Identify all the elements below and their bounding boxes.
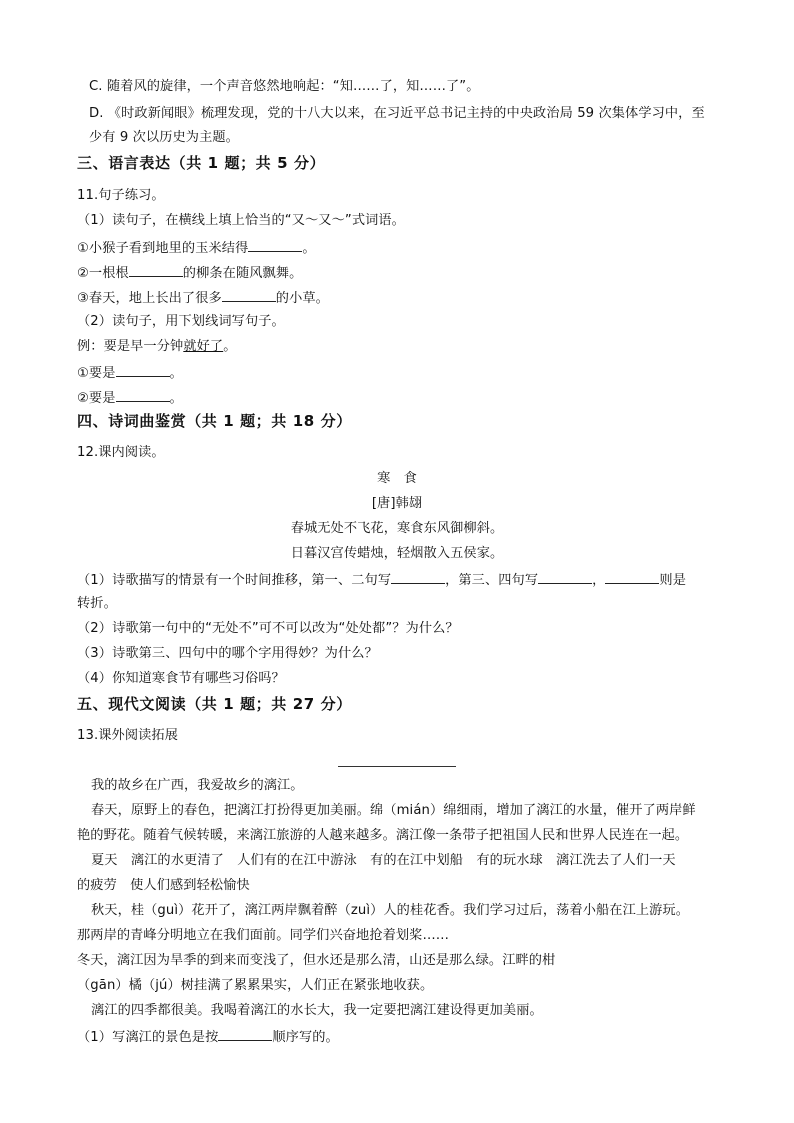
passage-paragraph-3-cont: 的疲劳 使人们感到轻松愉快 <box>77 878 250 893</box>
passage-paragraph-2: 春天，原野上的春色，把漓江打扮得更加美丽。绵（mián）绵细雨，增加了漓江的水量，催开了两岸鲜 <box>91 803 696 818</box>
option-c: C. 随着风的旋律，一个声音悠然地响起：“知……了，知……了”。 <box>89 79 480 94</box>
answer-blank[interactable] <box>248 237 302 252</box>
passage-paragraph-2-cont: 艳的野花。随着气候转暖，来漓江旅游的人越来越多。漓江像一条带子把祖国人民和世界人民连在一起。 <box>77 828 689 843</box>
section-3-heading: 三、语言表达（共 1 题；共 5 分） <box>77 154 326 172</box>
title-blank-line[interactable] <box>338 766 456 767</box>
question-12-part4: （4）你知道寒食节有哪些习俗吗？ <box>77 671 285 686</box>
question-12-part2: （2）诗歌第一句中的“无处不”可不可以改为“处处都”？为什么？ <box>77 621 459 636</box>
section-4-heading: 四、诗词曲鉴赏（共 1 题；共 18 分） <box>77 412 352 430</box>
passage-paragraph-4-cont: 那两岸的青峰分明地立在我们面前。同学们兴奋地抢着划桨…… <box>77 928 450 943</box>
prompt-text: ②要是 <box>77 391 116 406</box>
prompt-text: ②一根根 <box>77 266 129 281</box>
question-11-part1: （1）读句子，在横线上填上恰当的“又～又～”式词语。 <box>77 213 405 228</box>
question-11-1-c <box>77 287 329 309</box>
passage-paragraph-4: 秋天，桂（guì）花开了，漓江两岸飘着醉（zuì）人的桂花香。我们学习过后，荡着小船在江上游玩。 <box>91 903 690 918</box>
answer-blank[interactable] <box>129 262 183 277</box>
question-12-part1 <box>77 569 686 591</box>
prompt-text: （1）诗歌描写的情景有一个时间推移，第一、二句写 <box>77 573 392 588</box>
passage-paragraph-5: 冬天，漓江因为旱季的到来而变浅了，但水还是那么清，山还是那么绿。江畔的柑 <box>77 953 556 968</box>
prompt-text: 则是 <box>659 573 686 588</box>
poem-line-1: 春城无处不飞花，寒食东风御柳斜。 <box>290 521 504 536</box>
option-d-line1: D. 《时政新闻眼》梳理发现，党的十八大以来，在习近平总书记主持的中央政治局 59 次集体学习中，至 <box>89 106 705 121</box>
question-11-part2: （2）读句子，用下划线词写句子。 <box>77 314 285 329</box>
question-11-2-b <box>77 387 183 409</box>
question-13-title: 13.课外阅读拓展 <box>77 728 178 743</box>
underlined-phrase: 就好了 <box>183 339 224 354</box>
prompt-text: ①要是 <box>77 366 116 381</box>
prompt-text: 。 <box>169 391 183 406</box>
question-11-1-a <box>77 237 316 259</box>
question-12-part1-cont: 转折。 <box>77 596 117 611</box>
answer-blank[interactable] <box>116 362 170 377</box>
prompt-text: 的柳条在随风飘舞。 <box>182 266 303 281</box>
section-5-heading: 五、现代文阅读（共 1 题；共 27 分） <box>77 695 352 713</box>
question-13-part1 <box>77 1026 339 1048</box>
prompt-text: ，第三、四句写 <box>445 573 539 588</box>
answer-blank[interactable] <box>538 569 592 584</box>
poem-author: [唐]韩翃 <box>371 496 423 511</box>
question-11-2-example <box>77 337 236 357</box>
prompt-text: ③春天，地上长出了很多 <box>77 291 222 306</box>
passage-paragraph-6: 漓江的四季都很美。我喝着漓江的水长大，我一定要把漓江建设得更加美丽。 <box>91 1003 543 1018</box>
prompt-text: 的小草。 <box>275 291 329 306</box>
option-d-line2: 少有 9 次以历史为主题。 <box>89 130 239 145</box>
question-11-2-a <box>77 362 183 384</box>
prompt-text: ， <box>592 573 606 588</box>
answer-blank[interactable] <box>222 287 276 302</box>
answer-blank[interactable] <box>391 569 445 584</box>
prompt-text: 顺序写的。 <box>272 1030 339 1045</box>
question-11-1-b <box>77 262 302 284</box>
answer-blank[interactable] <box>605 569 659 584</box>
poem-line-2: 日暮汉宫传蜡烛，轻烟散入五侯家。 <box>290 546 504 561</box>
question-12-title: 12.课内阅读。 <box>77 445 165 460</box>
answer-blank[interactable] <box>116 387 170 402</box>
question-11-title: 11.句子练习。 <box>77 188 165 203</box>
prompt-text: ①小猴子看到地里的玉米结得 <box>77 241 249 256</box>
passage-paragraph-3: 夏天 漓江的水更清了 人们有的在江中游泳 有的在江中划船 有的玩水球 漓江洗去了人们一天 <box>91 853 676 868</box>
poem-title: 寒 食 <box>377 471 417 486</box>
example-text: 。 <box>223 339 237 354</box>
answer-blank[interactable] <box>218 1026 272 1041</box>
prompt-text: （1）写漓江的景色是按 <box>77 1030 219 1045</box>
passage-paragraph-1: 我的故乡在广西，我爱故乡的漓江。 <box>91 778 304 793</box>
question-12-part3: （3）诗歌第三、四句中的哪个字用得妙？为什么？ <box>77 646 378 661</box>
prompt-text: 。 <box>302 241 316 256</box>
passage-paragraph-5-cont: （gān）橘（jú）树挂满了累累果实，人们正在紧张地收获。 <box>77 978 434 993</box>
example-text: 例：要是早一分钟 <box>77 339 184 354</box>
prompt-text: 。 <box>169 366 183 381</box>
